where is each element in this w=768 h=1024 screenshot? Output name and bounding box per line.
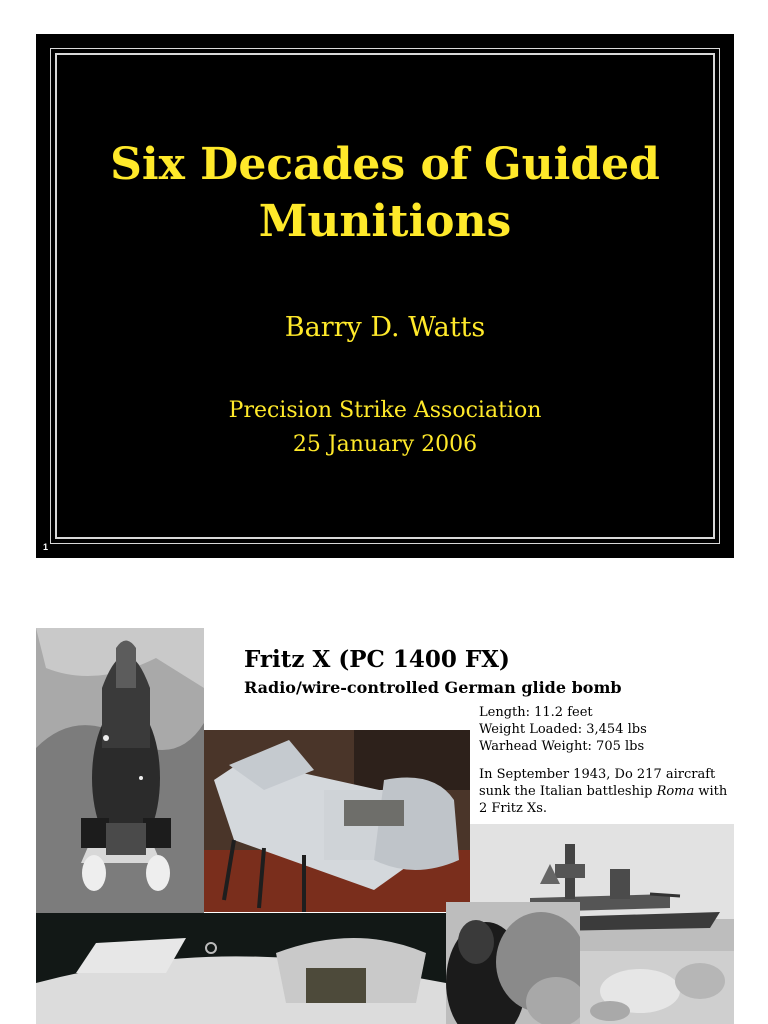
author-name: Barry D. Watts: [284, 312, 486, 343]
historical-note: [479, 766, 729, 817]
title-slide: [36, 34, 734, 558]
note-ship-name: Roma: [656, 784, 695, 799]
slide-title-line1: Six Decades of Guided: [110, 139, 660, 190]
spec-list: [479, 704, 647, 755]
aerial-photo: [580, 951, 734, 1024]
spec-length: Length: 11.2 feet: [479, 705, 593, 720]
bomb-closeup-photo: [36, 913, 446, 1024]
fritz-x-slide: [36, 628, 734, 1024]
slide-title: [76, 136, 694, 250]
bomb-vertical-photo: [36, 628, 204, 913]
explosion-photo: [446, 902, 580, 1024]
slide-title-line2: Munitions: [258, 196, 512, 247]
slide-subtitle: Radio/wire-controlled German glide bomb: [244, 678, 622, 697]
slide-title: Fritz X (PC 1400 FX): [244, 646, 510, 673]
event-info: [36, 394, 734, 462]
note-text-end: with 2 Fritz Xs.: [479, 784, 728, 816]
slide-number: 1: [43, 542, 49, 552]
presentation-date: 25 January 2006: [292, 432, 478, 457]
slide-border-inner: [55, 53, 715, 539]
spec-warhead-weight: Warhead Weight: 705 lbs: [479, 739, 645, 754]
organization-name: Precision Strike Association: [228, 398, 542, 423]
bomb-museum-photo: [204, 730, 470, 912]
spec-weight-loaded: Weight Loaded: 3,454 lbs: [479, 722, 647, 737]
note-text-start: In September 1943, Do 217 aircraft sunk the Italian battleship: [479, 767, 716, 799]
